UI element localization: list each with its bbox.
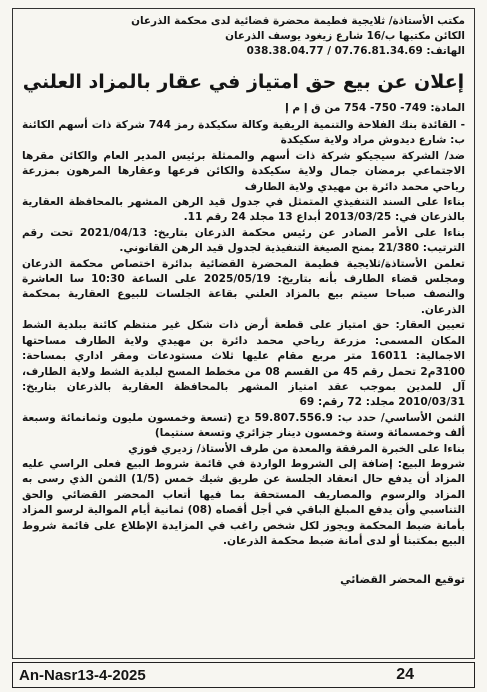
bailiff-header bbox=[22, 14, 465, 59]
legal-articles: المادة: 749- 750- 754 من ق إ م إ bbox=[285, 102, 465, 114]
page-number: 24 bbox=[396, 666, 414, 683]
bailiff-office-line: مكتب الأستاذة/ ثلايجية فطيمة محضرة قضائية لدى محكمة الذرعان bbox=[131, 15, 465, 27]
creditor-paragraph: - القائدة بنك الفلاحة والتنمية الريفية وكالة سكيكدة رمز 744 شركة ذات أسهم الكائنة ب: شارع ديدوش مراد ولاية سكيكدة bbox=[22, 119, 465, 147]
sale-conditions-paragraph: شروط البيع: إضافة إلى الشروط الواردة في قائمة شروط البيع فعلى الراسي عليه المزاد أن يدفع حال انعقاد الجلسة عن طريق شيك خمس (1/5) الثمن الذي رسى به المزاد والرسوم والمصاريف المستحقة بما فيها أتعاب المحضر القضائي والحق التناسبي وأن يدفع المبلغ الباقي في أجل أقصاه (08) ثمانية أيام الموالية لرسو المزاد بأمانة ضبط المحكمة ويجوز لكل شخص راغب في المزايدة الإطلاع على قائمة شروط البيع بمكتبنا أو لدى أمانة ضبط محكمة الذرعان. bbox=[22, 457, 465, 547]
court-order-paragraph: بناءا على الأمر الصادر عن رئيس محكمة الذرعان بتاريخ: 2021/04/13 تحت رقم الترتيب: 21/380 بمنح الصيغة التنفيذية لجدول قيد الرهن القانوني. bbox=[22, 226, 466, 255]
phone-line: الهاتف: 07.76.81.34.69 / 038.38.04.77 bbox=[246, 45, 465, 57]
page-footer bbox=[12, 662, 475, 688]
property-description-paragraph: تعيين العقار: حق امتياز على قطعة أرض ذات شكل غير منتظم كائنة ببلدية الشط المكان المسمى: مزرعة رياحي محمد دائرة بن مهيدي ولاية الطارف مساحتها الاجمالية: 16011 متر مربع مقام عليها ثلاث مستودعات ومقر اداري بمساحة: 3100م2 تحمل رقم 45 من القسم 08 من مخطط المسح لبلدية الشط ولاية الطارف، آل للمدين بموجب عقد امتياز المشهر بالمحافظة العقارية بالذرعان بتاريخ: 2010/03/31 مجلد: 72 رقم: 69 bbox=[22, 319, 465, 409]
bailiff-signature: توقيع المحضر القضائي bbox=[340, 573, 465, 587]
office-address-line: الكائن مكتبها ب/16 شارع زيغود يوسف الذرعان bbox=[225, 30, 465, 42]
base-price-paragraph: الثمن الأساسي/ حدد ب: 59.807.556.9 دج (تسعة وخمسون مليون وثمانمائة وسبعة ألف وخمسمائة وستة وخمسون دينار جزائري وتسعة سنتيما) bbox=[22, 411, 465, 440]
announcement-title: إعلان عن بيع حق امتياز في عقار بالمزاد العلني bbox=[22, 71, 465, 93]
legal-announcement bbox=[22, 14, 465, 586]
enforcement-title-paragraph: بناءا على السند التنفيذي المتمثل في جدول قيد الرهن المشهر بالمحافظة العقارية بالذرعان في: 2013/03/25 أبداع 13 مجلد 24 رقم 11. bbox=[22, 196, 465, 224]
publication-date: An-Nasr13-4-2025 bbox=[19, 666, 146, 684]
announcement-body bbox=[22, 118, 465, 549]
debtor-paragraph: ضد/ الشركة سيجيكو شركة ذات أسهم والممثلة برئيس المدير العام والكائن مقرها الاجتماعي برمضان جمال ولاية سكيكدة والكائن فرعها وعقارها المرهون بمزرعة رياحي محمد دائرة بن مهيدي ولاية الطارف bbox=[22, 149, 465, 193]
auction-date-paragraph: تعلمن الأستاذة/ثلايجية فطيمة المحضرة القضائية بدائرة اختصاص محكمة الذرعان ومجلس قضاء الطارف بأنه بتاريخ: 2025/05/19 على الساعة 10:30 سا العاشرة والنصف صباحا سيتم بيع بالمزاد العلني بقاعة الجلسات للبيوع العقارية بمحكمة الذرعان. bbox=[22, 257, 465, 316]
expertise-paragraph: بناءا على الخبرة المرفقة والمعدة من طرف الأستاذ/ زديري فوزي bbox=[128, 442, 465, 455]
